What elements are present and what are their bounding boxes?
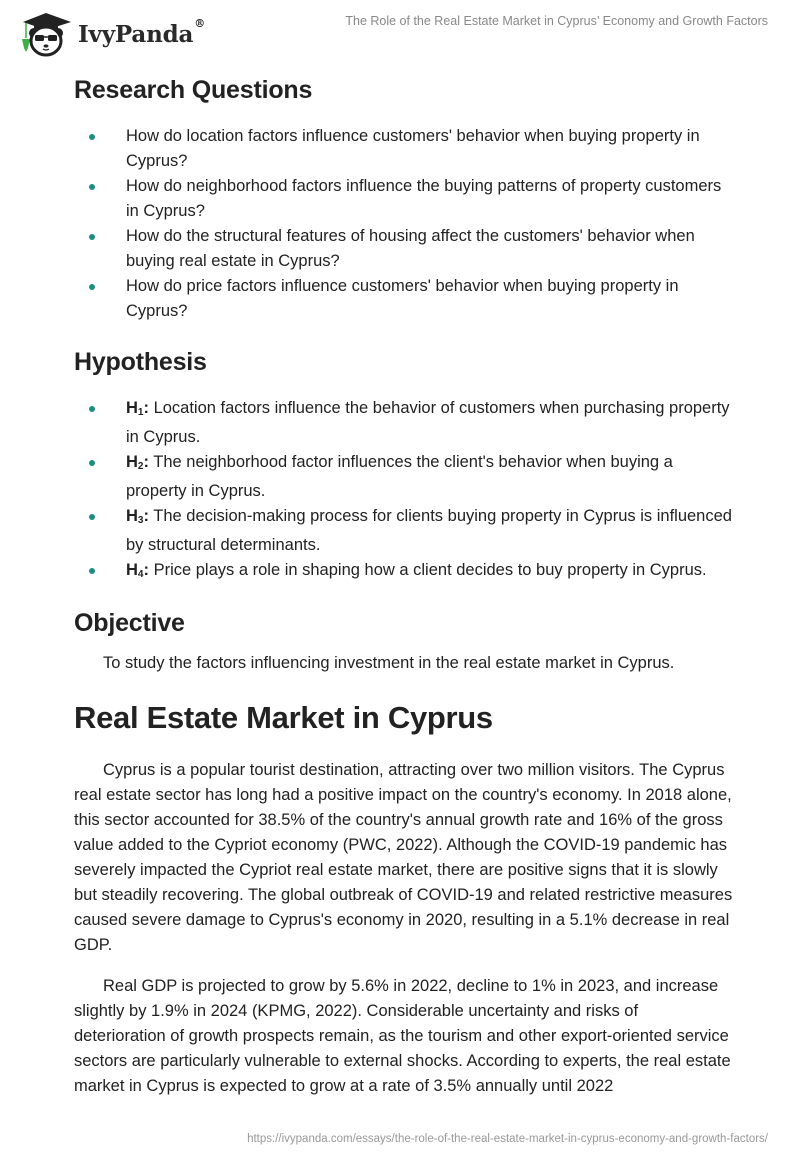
- hypothesis-label: $H_1$:: [126, 399, 149, 418]
- list-item: How do the structural features of housing affect the customers' behavior when buying real estate in Cyprus?: [74, 224, 734, 274]
- page-header: [0, 0, 800, 60]
- research-questions-heading: Research Questions: [74, 76, 313, 104]
- hypothesis-heading: Hypothesis: [74, 348, 207, 376]
- hypothesis-label: $H_2$:: [126, 453, 149, 472]
- bullet-icon: [89, 460, 95, 466]
- real-estate-heading: Real Estate Market in Cyprus: [74, 700, 493, 735]
- bullet-icon: [89, 134, 95, 140]
- article-content: [74, 70, 734, 1099]
- hypothesis-label: $H_4$:: [126, 561, 149, 580]
- research-questions-list: [74, 124, 734, 324]
- hypothesis-label: $H_3$:: [126, 507, 149, 526]
- bullet-icon: [89, 568, 95, 574]
- panda-graduate-icon: [17, 8, 75, 58]
- list-item: How do location factors influence customers' behavior when buying property in Cyprus?: [74, 124, 734, 174]
- registered-mark: ®: [194, 16, 205, 30]
- body-paragraph: Cyprus is a popular tourist destination, attracting over two million visitors. The Cyprus real estate sector has long had a positive impact on the country's economy. In 2018 alone, this sector accounted for 38.5% of the country's annual growth rate and 16% of the gross value added to the Cypriot economy (PWC, 2022). Although the COVID-19 pandemic has severely impacted the Cypriot real estate market, there are positive signs that it is slowly but steadily recovering. The global outbreak of COVID-19 and related restrictive measures caused severe damage to Cyprus's economy in 2020, resulting in a 5.1% decrease in real GDP.: [74, 761, 733, 954]
- list-item: $H_3$: The decision-making process for clients buying property in Cyprus is influenced by structural determinants.: [74, 504, 734, 558]
- bullet-icon: [89, 184, 95, 190]
- ivypanda-logo[interactable]: [17, 8, 205, 58]
- document-title: The Role of the Real Estate Market in Cyprus’ Economy and Growth Factors: [345, 14, 768, 28]
- list-item: How do neighborhood factors influence the buying patterns of property customers in Cyprus?: [74, 174, 734, 224]
- objective-heading: Objective: [74, 609, 185, 637]
- objective-text: To study the factors influencing investment in the real estate market in Cyprus.: [103, 654, 675, 672]
- hypothesis-list: [74, 396, 734, 587]
- body-paragraph: Real GDP is projected to grow by 5.6% in 2022, decline to 1% in 2023, and increase slightly by 1.9% in 2024 (KPMG, 2022). Considerable uncertainty and risks of deterioration of growth prospects remain, as the tourism and other export-oriented service sectors are particularly vulnerable to external shocks. According to experts, the real estate market in Cyprus is expected to grow at a rate of 3.5% annually until 2022: [74, 977, 731, 1095]
- logo-text: IvyPanda®: [78, 16, 205, 48]
- list-item: $H_1$: Location factors influence the behavior of customers when purchasing property in Cyprus.: [74, 396, 734, 450]
- bullet-icon: [89, 406, 95, 412]
- bullet-icon: [89, 514, 95, 520]
- list-item: $H_2$: The neighborhood factor influences the client's behavior when buying a property in Cyprus.: [74, 450, 734, 504]
- bullet-icon: [89, 284, 95, 290]
- list-item: $H_4$: Price plays a role in shaping how a client decides to buy property in Cyprus.: [74, 558, 734, 587]
- source-url[interactable]: https://ivypanda.com/essays/the-role-of-the-real-estate-market-in-cyprus-economy-and-growth-factors/: [247, 1133, 768, 1145]
- bullet-icon: [89, 234, 95, 240]
- list-item: How do price factors influence customers' behavior when buying property in Cyprus?: [74, 274, 734, 324]
